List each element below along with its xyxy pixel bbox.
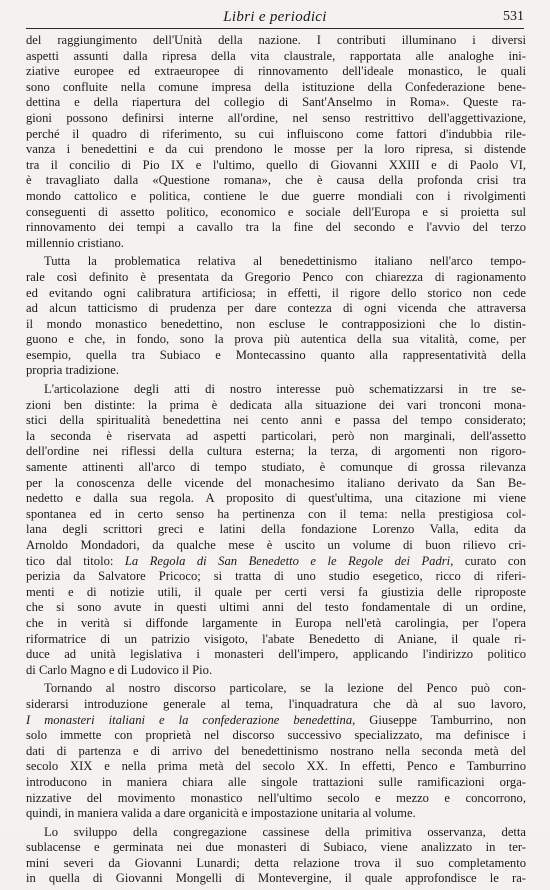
text-line: nedetto e dalla sua regola. A proposito di quest'ultima, una citazione mi viene (26, 491, 526, 506)
text-line: mondo cattolico e politica, contiene le due guerre mondiali con i rivolgimenti (26, 188, 526, 203)
text-line: spontanea ed in certo senso ha pertinenza con il tema: nella prestigiosa col- (26, 506, 526, 521)
text-line: duce ad unità legislativa i monasteri dell'impero, applicando l'indirizzo politico (26, 647, 526, 662)
running-header (26, 8, 524, 29)
text-line: dell'ordine nei riflessi della cultura esterna; la terza, di argomenti non rigoro- (26, 444, 526, 459)
text-line: Arnoldo Mondadori, da qualche mese è uscito un volume di buon rilievo cri- (26, 538, 526, 552)
text-line: rinnovamento dei tempi a cavallo tra la fine del secondo e l'avvio del terzo (26, 220, 526, 235)
text-line: zioni ben distinte: la prima è dedicata alla situazione dei vari tronconi mona- (26, 397, 526, 412)
text-line: Lo sviluppo della congregazione cassinese della primitiva osservanza, detta (44, 824, 526, 839)
paragraph (26, 681, 526, 821)
text-line: perizia da Salvatore Pricoco; si tratta di uno studio esegetico, ricco di riferi- (26, 569, 526, 584)
text-line: in quella di Giovanni Mongelli di Montevergine, il quale approfondisce le ra- (26, 871, 526, 886)
text-line: perché il quadro di riferimento, su cui influiscono come fattori d'indubbia rile- (26, 126, 526, 141)
text-line: Tutta la problematica relativa al benedettinismo italiano nell'arco tempo- (44, 254, 526, 269)
text-line: dettina e della riapertura del collegio di Sant'Anselmo in Roma». Queste ra- (26, 95, 526, 110)
text-line: guono e che, in fondo, sono la prova più autentica della sua vitalità, come, per (26, 332, 526, 347)
text-line: il mondo monastico benedettino, non escluse le contrapposizioni che lo distin- (26, 316, 526, 331)
italic-title: I monasteri italiani e la confederazione benedettina (26, 712, 353, 727)
text-line: menti e di notizie utili, il quale per certi versi fa giustizia delle riproposte (26, 584, 526, 599)
paragraph (26, 382, 526, 678)
text-line: ziative europee ed extraeuropee di rinnovamento dell'ideale monastico, le quali (26, 64, 526, 79)
text-line: Tornando al nostro discorso particolare, se la lezione del Penco può con- (44, 681, 526, 696)
text-line: secolo XIX e nella prima metà del secolo XX. In effetti, Penco e Tamburrino (26, 759, 526, 774)
text-line: lana degli scrittori greci e latini della fondazione Lorenzo Valla, edita da (26, 522, 526, 537)
text-line: per la conoscenza delle vicende del monachesimo italiano derivato da San Be- (26, 475, 526, 490)
paragraph (26, 825, 526, 887)
body-text (26, 33, 526, 890)
text-line: L'articolazione degli atti di nostro interesse può schematizzarsi in tre se- (44, 382, 526, 397)
running-title: Libri e periodici (223, 9, 327, 25)
text-line: dati di partenza e di arrivo del benedettinismo nostrano nella seconda metà del (26, 743, 526, 758)
text-line: del raggiungimento dell'Unità della nazione. I contributi illuminano i diversi (26, 33, 526, 47)
text-line: propria tradizione. (26, 363, 120, 378)
text-line: sono confluite nella comune impresa della istituzione della Confederazione bene- (26, 79, 526, 94)
text-line: vanza i benedettini e da cui prendono le mosse per la loro ripresa, si distende (26, 142, 526, 157)
text-line: esempio, quella tra Subiaco e Montecassino quanto alla rappresentatività della (26, 347, 526, 362)
italic-title: La Regola di San Benedetto e le Regole dei Padri (124, 553, 451, 568)
text-line: rale così definito è presentata da Gregorio Penco con chiarezza di ragionamento (26, 269, 526, 284)
text-line: tra il concilio di Pio IX e l'ultimo, quello di Giovanni XXIII e di Paolo VI, (26, 157, 526, 172)
text-line: che si sono avute in questi ultimi anni del testo fondamentale di un ordine, (26, 600, 526, 615)
text-line: aspetti assunti dalla ripresa della vita claustrale, rapportata alle analoghe ini- (26, 48, 526, 63)
text-line: ed evitando ogni calibratura artificiosa; in effetti, il rigore dello storico non cede (26, 285, 526, 300)
text-line: introducono in maniera chiara alle singole trattazioni sulle ramificazioni orga- (26, 774, 526, 789)
text-line: millennio cristiano. (26, 235, 124, 250)
text-line: mini severi da Giovanni Lunardi; detta relazione trova il suo completamento (26, 855, 526, 870)
text-line: la seconda è riservata ad aspetti particolari, però non marginali, dell'assetto (26, 428, 526, 443)
text-line: di Carlo Magno e di Ludovico il Pio. (26, 662, 213, 677)
page-number: 531 (503, 9, 524, 24)
paragraph (26, 254, 526, 379)
text-line: nizzative del movimento monastico nell'ultimo secolo e mezzo e concorrono, (26, 790, 526, 805)
text-line: tico dal titolo: La Regola di San Benedetto e le Regole dei Padri, curato con (26, 553, 526, 568)
text-line: che in verità si diffonde largamente in Europa nell'età carolingia, per l'opera (26, 615, 526, 630)
text-line: I monasteri italiani e la confederazione benedettina, Giuseppe Tamburrino, non (26, 712, 526, 727)
text-line: sublacense e germinata nei due monasteri di Subiaco, viene analizzato in ter- (26, 840, 526, 855)
text-line: è travagliato dalla «Questione romana», che è causa della profonda crisi tra (26, 173, 526, 188)
text-line: samente attinenti all'arco di tempo studiato, è comunque di grossa rilevanza (26, 460, 526, 475)
text-line: solo immette con proprietà nel discorso successivo specializzato, ma definisce i (26, 728, 526, 743)
paragraph (26, 33, 526, 251)
text-line: gioni possono definirsi interne all'ordine, nel senso restrittivo dell'aggettivazione, (26, 110, 526, 125)
text-line: conseguenti di assetto politico, economico e sociale dell'Europa e si proietta sul (26, 204, 526, 219)
text-line: siderarsi introduzione generale al tema, l'inquadratura che dà al suo lavoro, (26, 696, 526, 711)
text-line: stici della spiritualità benedettina nei cento anni e passa del tempo considerato; (26, 413, 526, 428)
text-line: riformatrice di un patrizio visigoto, l'abate Benedetto di Aniane, il quale ri- (26, 631, 526, 646)
text-line: quindi, in maniera valida a dare organicità e impostazione unitaria al volume. (26, 806, 416, 821)
text-line: ad alcun tatticismo di prudenza per dare contezza di ogni vicenda che attraversa (26, 301, 526, 316)
